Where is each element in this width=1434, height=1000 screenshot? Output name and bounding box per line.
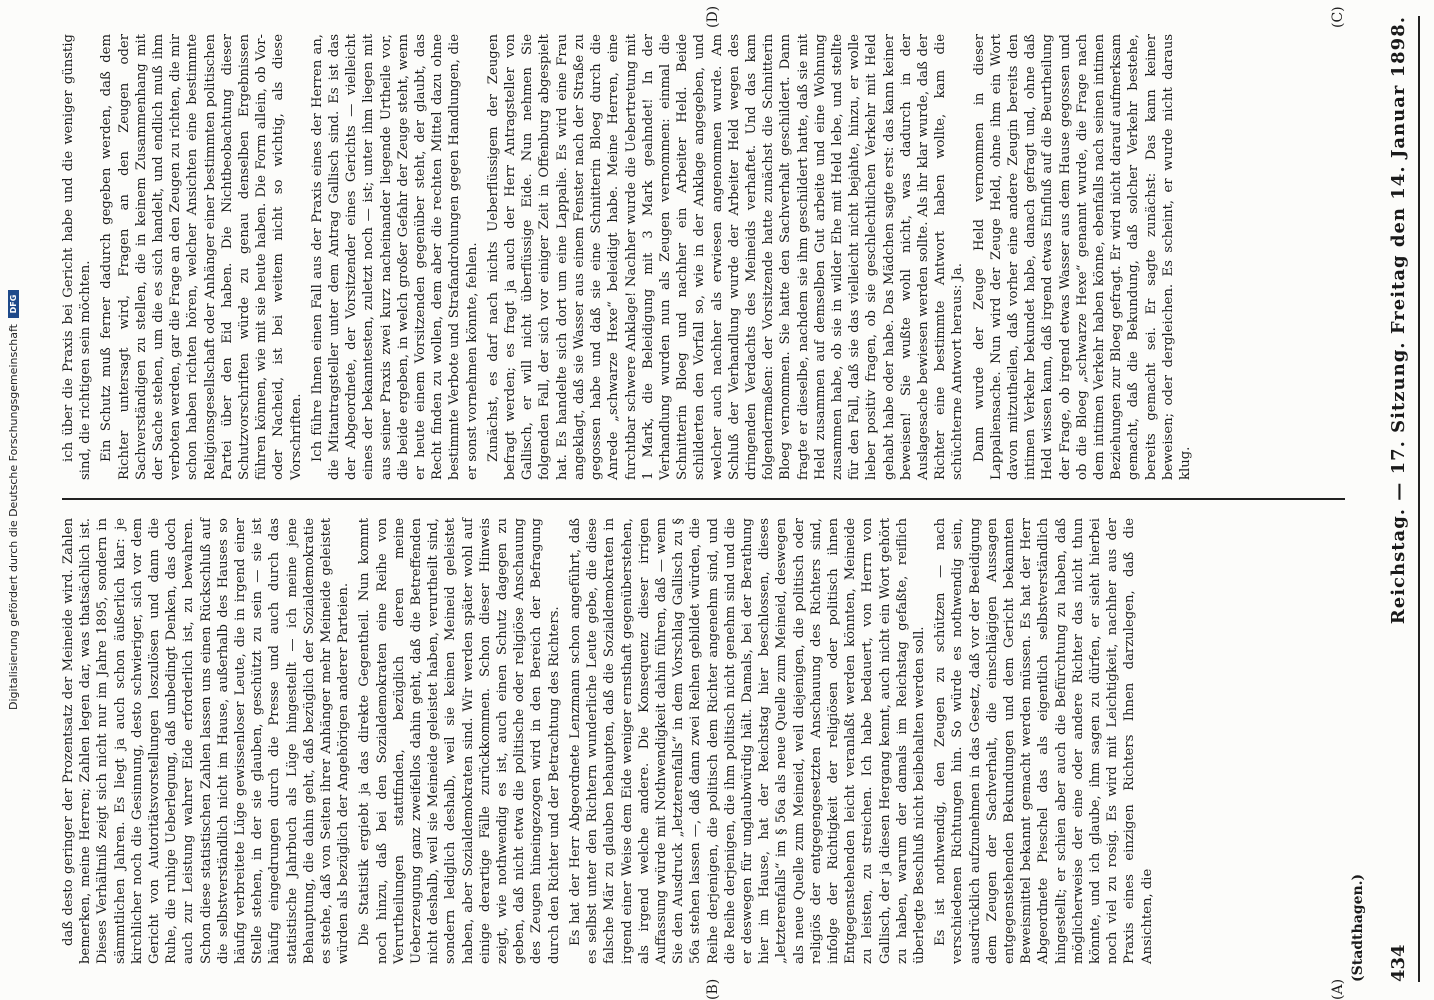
paragraph: daß desto geringer der Prozentsatz der Meineide wird. Zahlen bemerken, meine Herren; Zahlen legen dar, was thatsächlich ist. Dieses Verhältniß zeigt sich nicht nur im Jahre 1895, sondern in sämmtlichen Jahren. Es liegt ja auch schon äußerlich klar: je kirchlicher noch die Gesinnung, desto schwieriger, sich vor dem Gericht von Autoritätsvorstellungen loszulösen und dann die Ruhe, die ruhige Ueberlegung, daß unbedingt Denken, das doch auch zur Leistung wahrer Eide erforderlich ist, zu bewahren. Schon diese statistischen Zahlen lassen uns einen Rückschluß auf die selbstverständlich nicht im Hause, außerhalb des Hauses so häufig verbreitete Lüge gewissenloser Leute, die in irgend einer Stelle stehen, in der sie glauben, geschützt zu sein — sie ist häufig eingedrungen durch die Presse und auch durch das statistische Jahrbuch als Lüge hingestellt — ich meine jene Behauptung, die dahin geht, daß bezüglich der Sozialdemokratie es stehe, daß von Seiten ihrer Anhänger mehr Meineide geleistet würden als bezüglich der Angehörigen anderer Parteien. <box>61 518 352 964</box>
digitization-credit <box>2 0 24 1000</box>
speaker-label: (Stadthagen.) <box>1350 873 1366 982</box>
dfg-logo-icon: DFG <box>8 290 19 318</box>
page-number: 434 <box>1387 944 1409 982</box>
margin-mark-a: (A) <box>1330 978 1346 1000</box>
paragraph: Ein Schutz muß ferner dadurch gegeben werden, daß dem Richter untersagt wird, Fragen an den Zeugen oder Sachverständigen zu stellen, die in keinem Zusammenhang mit der Sache stehen, um die es sich handelt, und endlich muß ihm verboten werden, gar die Frage an den Zeugen zu richten, die mir schon haben richten hören, welcher Ansichten eine bestimmte Religionsgesellschaft oder Anhänger einer bestimmten politischen Partei über den Eid haben. Die Nichtbeobachtung dieser Schutzvorschriften würde zu genau denselben Ergebnissen führen können, wie mit sie heute haben. Die Form allein, ob Vor- oder Nacheid, ist bei weitem nicht so wichtig, als diese Vorschriften. <box>99 34 304 480</box>
paragraph: ich über die Praxis bei Gericht habe und die weniger günstig sind, die richtigen sein möchten. <box>61 34 94 480</box>
running-title: Reichstag. — 17. Sitzung. Freitag den 14. Januar 1898. <box>1387 16 1409 625</box>
margin-mark-c: (C) <box>1330 6 1346 28</box>
text-columns <box>60 16 1345 982</box>
paragraph: Dann wurde der Zeuge Held vernommen in dieser Lappaliensache. Nun wird der Zeuge Held, ohne ihm ein Wort davon mitzutheilen, daß vorher eine andere Zeugin bereits den intimen Verkehr bekundet habe, danach gefragt und, ohne daß Held wissen kann, daß irgend etwas Einfluß auf die Beurtheilung der Frage, ob irgend etwas Wasser aus dem Hause gegossen und ob die Bloeg „schwarze Hexe“ genannt wurde, die Frage nach dem intimen Verkehr haben könne, ebenfalls nach seinen intimen Beziehungen zur Bloeg gefragt. Er wird nicht darauf aufmerksam gemacht, daß die Bekundung, daß solcher Verkehr bestehe, bereits gemacht sei. Er sagte zunächst: Das kann keiner beweisen; oder dergleichen. Es scheint, er wurde nicht daraus klug. <box>971 34 1193 480</box>
credit-text: Digitalisierung gefördert durch die Deutsche Forschungsgemeinschaft <box>6 324 20 710</box>
right-column <box>60 16 1345 498</box>
paragraph: Ich führe Ihnen einen Fall aus der Praxis eines der Herren an, die Mitantragsteller unter dem Antrag Gallisch sind. Es ist das der Abgeordnete, der Vorsitzender eines Gerichts — vielleicht eines der bekanntesten, zuletzt noch — ist; unter ihm liegen mit aus seiner Praxis zwei kurz nacheinander liegende Urtheile vor, die beide ergeben, in welch großer Gefahr der Zeuge steht, wenn er heute einem Vorsitzenden gegenüber steht, der glaubt, das Recht finden zu wollen, dem aber die rechten Mittel dazu ohne bestimmte Verbote und Strafandrohungen gegen Handlungen, die er sonst vornehmen könnte, fehlen. <box>309 34 480 480</box>
margin-mark-b: (B) <box>705 978 721 1000</box>
page-header <box>1378 16 1420 982</box>
margin-mark-d: (D) <box>705 5 721 28</box>
paragraph: Die Statistik ergiebt ja das direkte Gegentheil. Nun kommt noch hinzu, daß bei den Sozialdemokraten eine Reihe von Verurtheilungen stattfinden, bezüglich deren meine Ueberzeugung ganz zweifellos dahin geht, daß die Betreffenden nicht deshalb, weil sie Meineide geleistet haben, verurtheilt sind, sondern lediglich deshalb, weil sie keinen Meineid geleistet haben, aber Sozialdemokraten sind. Wir werden später wohl auf einige derartige Fälle zurückkommen. Schon dieser Hinweis zeigt, wie nothwendig es ist, auch einen Schutz dagegen zu geben, daß nicht etwa die politische oder religiöse Anschauung des Zeugen hineingezogen wird in den Bereich der Befragung durch den Richter und der Betrachtung des Richters. <box>357 518 562 964</box>
left-column <box>60 500 1345 982</box>
paragraph: Zunächst, es darf nach nichts Ueberflüssigem der Zeugen befragt werden; es fragt ja auch der Herr Antragsteller von Gallisch, er will nicht überflüssige Eide. Nun nehmen Sie folgenden Fall, der sich vor einiger Zeit in Offenburg abgespielt hat. Es handelte sich dort um eine Lappalie. Es wird eine Frau angeklagt, daß sie Wasser aus einem Fenster nach der Straße zu gegossen habe und daß sie eine Schnitterin Bloeg durch die Anrede „schwarze Hexe“ beleidigt habe. Meine Herren, eine furchtbar schwere Anklage! Nachher wurde die Uebertretung mit 1 Mark, die Beleidigung mit 3 Mark geahndet! In der Verhandlung wurden nun als Zeugen vernommen: einmal die Schnitterin Bloeg und nachher ein Arbeiter Held. Beide schilderten den Vorfall so, wie in der Anklage angegeben, und welcher auch nachher als erwiesen angenommen wurde. Am Schluß der Verhandlung wurde der Arbeiter Held wegen des dringenden Verdachts des Meineids verhaftet. Und das kam folgendermaßen: der Vorsitzende hatte zunächst die Schnitterin Bloeg vernommen. Sie hatte den Sachverhalt geschildert. Dann fragte er dieselbe, nachdem sie ihm geschildert hatte, daß sie mit Held zusammen auf demselben Gut arbeite und eine Wohnung zusammen habe, ob sie in wilder Ehe mit Held lebe, und stellte für den Fall, daß sie das vielleicht nicht bejahte, hinzu, er wolle lieber positiv fragen, ob sie geschlechtlichen Verkehr mit Held gehabt habe oder habe. Das Mädchen sagte erst: das kann keiner beweisen! Sie wußte wohl nicht, was dadurch in der Auslagesache bewiesen werden sollte. Als ihr klar wurde, daß der Richter eine bestimmte Antwort haben wollte, kam die schüchterne Antwort heraus: Ja. <box>485 34 966 480</box>
paragraph: Es hat der Herr Abgeordnete Lenzmann schon angeführt, daß es selbst unter den Richtern wunderliche Leute gebe, die diese falsche Mär zu glauben behaupten, daß die Sozialdemokraten in irgend einer Weise dem Eide weniger ernsthaft gegenüberstehen, als irgend welche andere. Die Konsequenz dieser irrigen Auffassung würde mit Nothwendigkeit dahin führen, daß — wenn Sie den Ausdruck „letzterenfalls“ in dem Vorschlag Gallisch zu § 56a stehen lassen —, daß dann zwei Reihen gebildet würden, die Reihe derjenigen, die politisch dem Richter angenehm sind, und die Reihe derjenigen, die ihm politisch nicht genehm sind und die er deswegen für unglaubwürdig hält. Damals, bei der Berathung hier im Hause, hat der Reichstag hier beschlossen, dieses „letzterenfalls“ im § 56a als neue Quelle zum Meineid, deswegen als neue Quelle zum Meineid, weil diejenigen, die politisch oder religiös der entgegengesetzten Anschauung des Richters sind, infolge der Richtigkeit der religiösen oder politisch ihnen Entgegenstehenden leicht veranlaßt werden könnten, Meineide zu leisten, zu streichen. Ich habe bedauert, von Herrn von Gallisch, der ja diesen Hergang kennt, auch nicht ein Wort gehört zu haben, warum der damals im Reichstag gefaßte, reiflich überlegte Beschluß nicht beibehalten werden soll. <box>567 518 927 964</box>
column-divider <box>62 498 1345 500</box>
paragraph: Es ist nothwendig, den Zeugen zu schützen — nach verschiedenen Richtungen hin. So würde es nothwendig sein, ausdrücklich aufzunehmen in das Gesetz, daß vor der Beeidigung dem Zeugen der Sachverhalt, die einschlägigen Aussagen entgegenstehenden Bekundungen und dem Gericht bekannten Beweismittel bekannt gemacht werden müssen. Es hat der Herr Abgeordnete Pieschel das als eigentlich selbstverständlich hingestellt; er schien aber auch die Befürchtung zu haben, daß möglicherweise der eine oder andere Richter das nicht thun könnte, und ich glaube, ihm sagen zu dürfen, er sieht hierbei noch viel zu rosig. Es wird mit Leichtigkeit, nachher aus der Praxis eines einzigen Richters Ihnen darzulegen, daß die Ansichten, die <box>933 518 1155 964</box>
